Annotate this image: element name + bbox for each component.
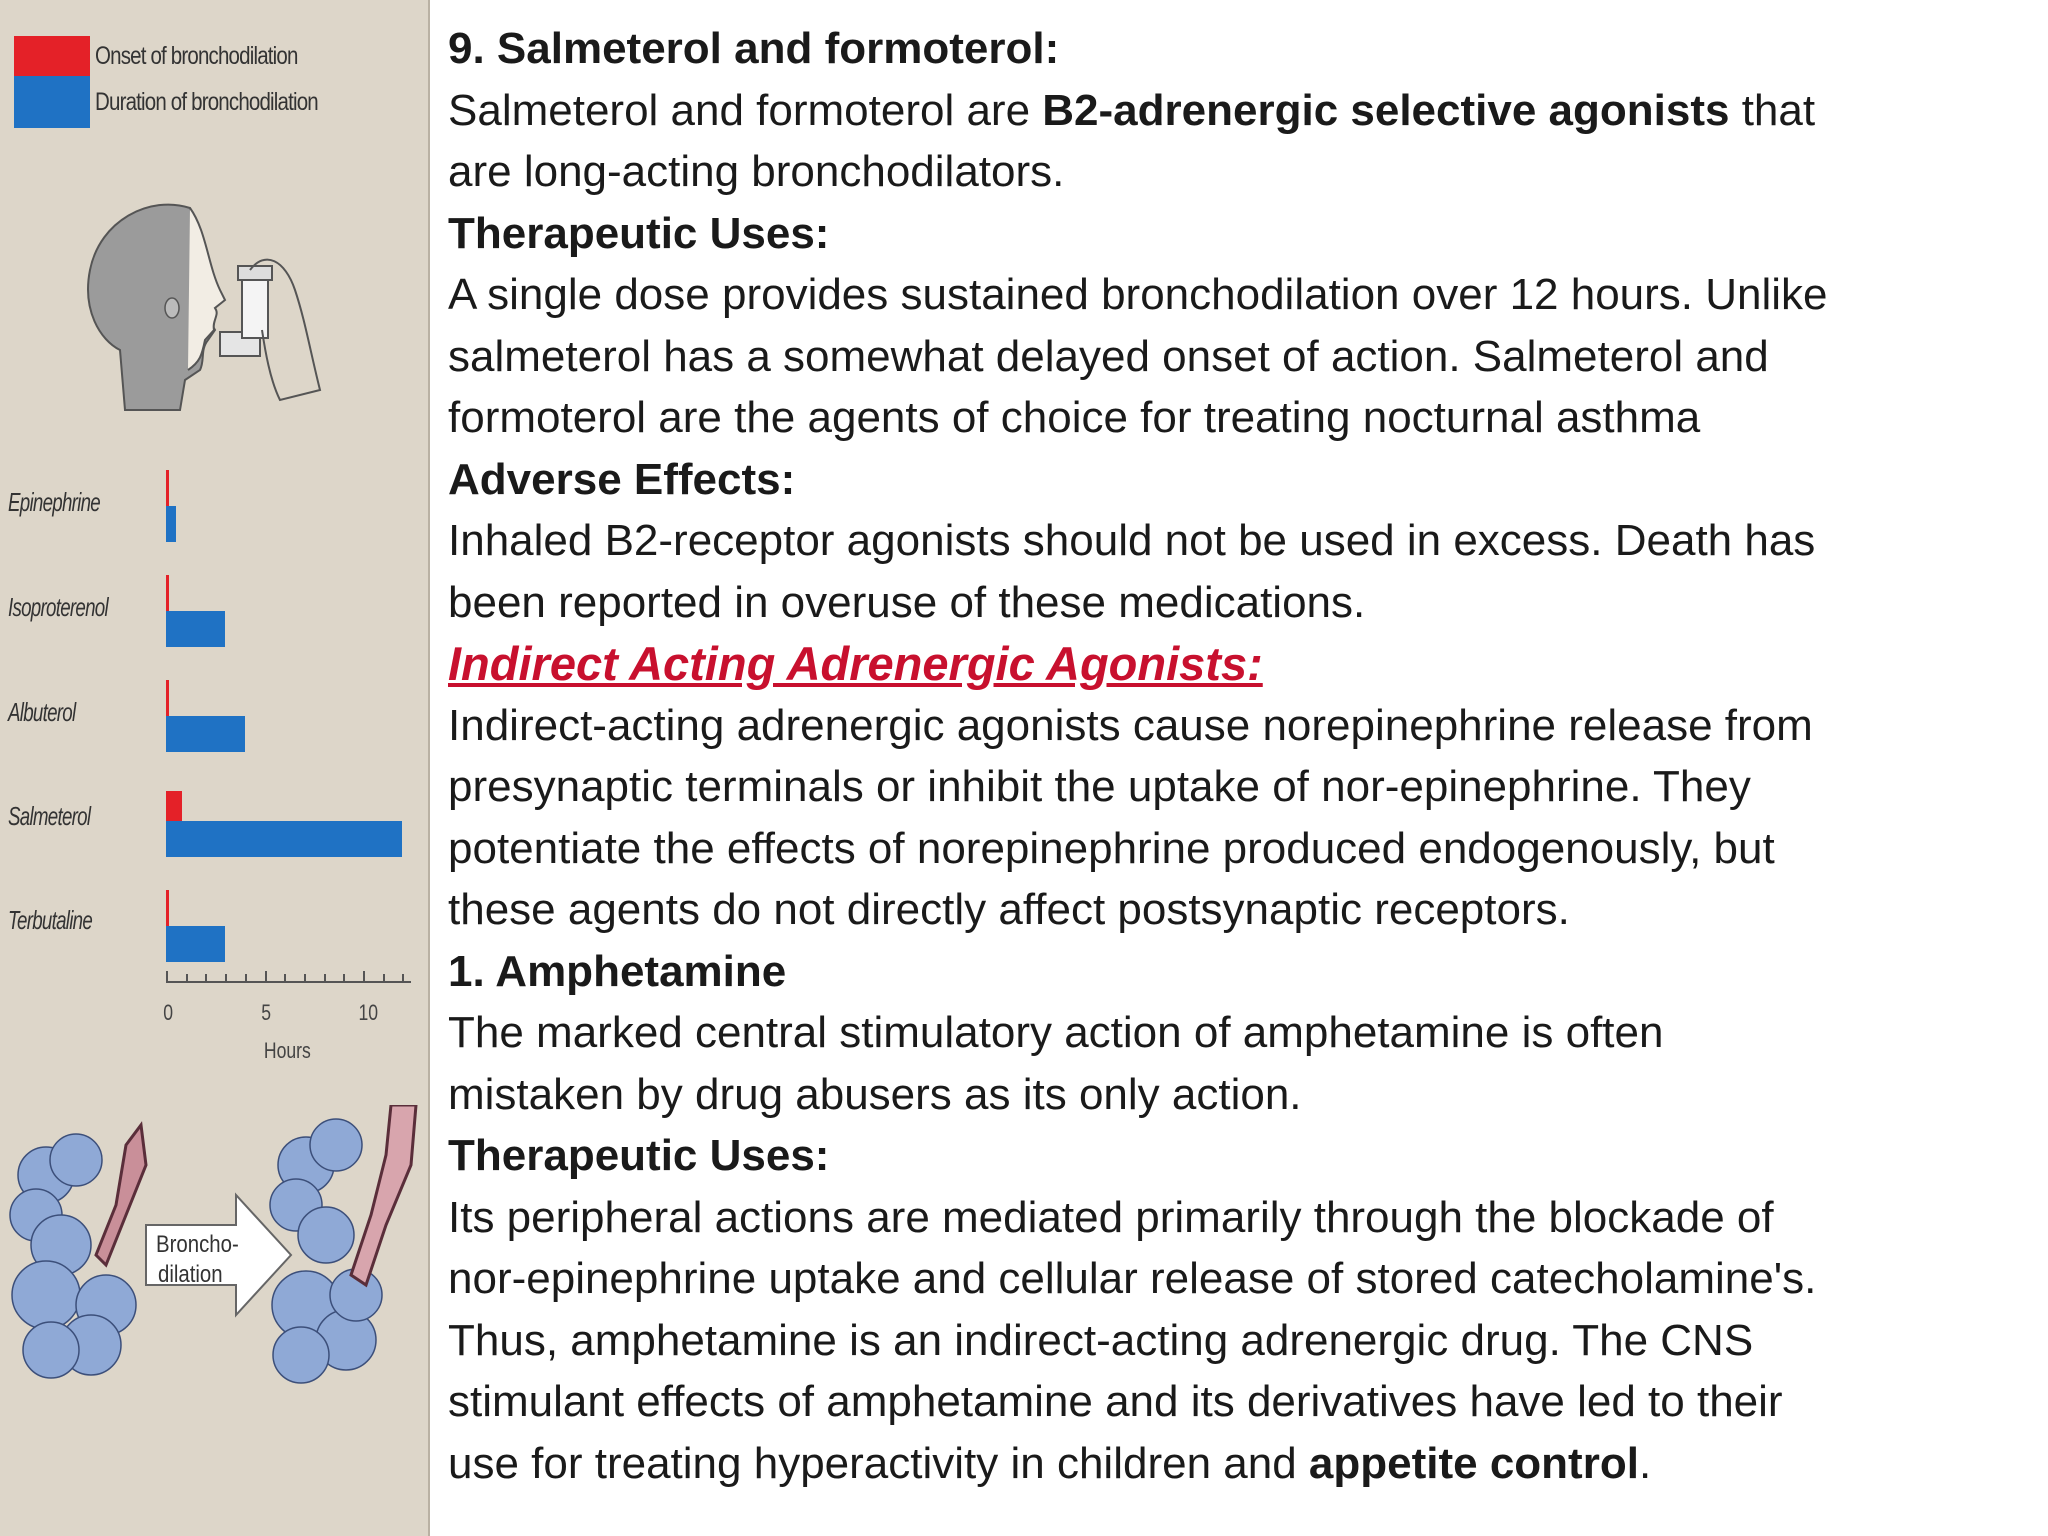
x-tick [343, 974, 345, 983]
drug-label: Terbutaline [8, 905, 93, 935]
x-tick [304, 974, 306, 983]
drug-label: Epinephrine [8, 487, 101, 517]
paragraph: nor-epinephrine uptake and cellular release of stored catecholamine's. [448, 1254, 1817, 1303]
bar-duration-terbutaline [166, 926, 225, 962]
x-axis-title: Hours [263, 1038, 311, 1063]
paragraph: salmeterol has a somewhat delayed onset of action. Salmeterol and [448, 331, 1769, 381]
figure-panel [0, 0, 430, 1536]
tick-label: 0 [163, 1000, 174, 1025]
bar-duration-albuterol [166, 716, 245, 752]
subheading: Adverse Effects: [448, 454, 796, 504]
bar-onset-isoproterenol [166, 575, 169, 611]
bar-duration-salmeterol [166, 821, 402, 857]
tick-label: 10 [358, 1000, 379, 1025]
tick-label: 5 [261, 1000, 272, 1025]
paragraph: Inhaled B2-receptor agonists should not be used in excess. Death has [448, 516, 1816, 565]
text: Salmeterol and formoterol are [448, 85, 1043, 135]
bar-onset-terbutaline [166, 890, 169, 926]
x-tick [284, 974, 286, 983]
legend-label-duration: Duration of bronchodilation [95, 88, 318, 116]
section-title: 1. Amphetamine [448, 946, 787, 996]
x-tick [383, 974, 385, 983]
text-content [448, 18, 2044, 1494]
bar-onset-salmeterol [166, 791, 182, 821]
drug-label: Isoproterenol [8, 592, 108, 622]
arrow-label-line-2: dilation [158, 1260, 223, 1288]
paragraph: been reported in overuse of these medications. [448, 577, 1366, 627]
paragraph: stimulant effects of amphetamine and its derivatives have led to their [448, 1377, 1783, 1426]
lungs-illustration [6, 1105, 426, 1405]
x-tick [225, 974, 227, 983]
paragraph [448, 80, 2044, 142]
bold-text: B2-adrenergic selective agonists [1042, 85, 1730, 135]
x-tick [363, 971, 365, 983]
drug-label: Salmeterol [8, 801, 91, 831]
inhaler-illustration [80, 190, 330, 420]
paragraph: Thus, amphetamine is an indirect-acting adrenergic drug. The CNS [448, 1315, 1754, 1365]
paragraph: these agents do not directly affect postsynaptic receptors. [448, 885, 1570, 934]
paragraph: are long-acting bronchodilators. [448, 147, 1065, 196]
legend-label-onset: Onset of bronchodilation [95, 42, 298, 70]
paragraph: A single dose provides sustained bronchodilation over 12 hours. Unlike [448, 270, 1828, 319]
bar-onset-epinephrine [166, 470, 169, 506]
bar-duration-epinephrine [166, 506, 176, 542]
section-heading: Indirect Acting Adrenergic Agonists: [448, 637, 1263, 690]
bar-duration-isoproterenol [166, 611, 225, 647]
x-tick [402, 974, 404, 983]
x-tick [324, 974, 326, 983]
subheading: Therapeutic Uses: [448, 208, 830, 258]
x-tick [205, 974, 207, 983]
x-tick [166, 971, 168, 983]
paragraph: formoterol are the agents of choice for treating nocturnal asthma [448, 393, 1701, 442]
drug-label: Albuterol [8, 697, 76, 727]
section-title: 9. Salmeterol and formoterol: [448, 24, 1060, 73]
paragraph: The marked central stimulatory action of amphetamine is often [448, 1008, 1664, 1057]
x-tick [265, 971, 267, 983]
bar-onset-albuterol [166, 680, 169, 716]
bold-text: appetite control [1308, 1438, 1639, 1488]
paragraph: presynaptic terminals or inhibit the uptake of nor-epinephrine. They [448, 762, 1751, 811]
x-tick [245, 974, 247, 983]
paragraph: Indirect-acting adrenergic agonists cause norepinephrine release from [448, 700, 1813, 750]
text: that [1729, 85, 1816, 135]
paragraph: Its peripheral actions are mediated primarily through the blockade of [448, 1192, 1774, 1242]
paragraph: potentiate the effects of norepinephrine produced endogenously, but [448, 823, 1775, 873]
paragraph [448, 1433, 2044, 1495]
x-axis [166, 981, 411, 983]
text: use for treating hyperactivity in children and [448, 1438, 1309, 1488]
subheading: Therapeutic Uses: [448, 1131, 830, 1180]
text: . [1638, 1438, 1652, 1488]
arrow-label-line-1: Broncho- [156, 1230, 239, 1258]
paragraph: mistaken by drug abusers as its only action. [448, 1069, 1302, 1119]
x-tick [186, 974, 188, 983]
legend-swatch-duration [14, 76, 90, 128]
